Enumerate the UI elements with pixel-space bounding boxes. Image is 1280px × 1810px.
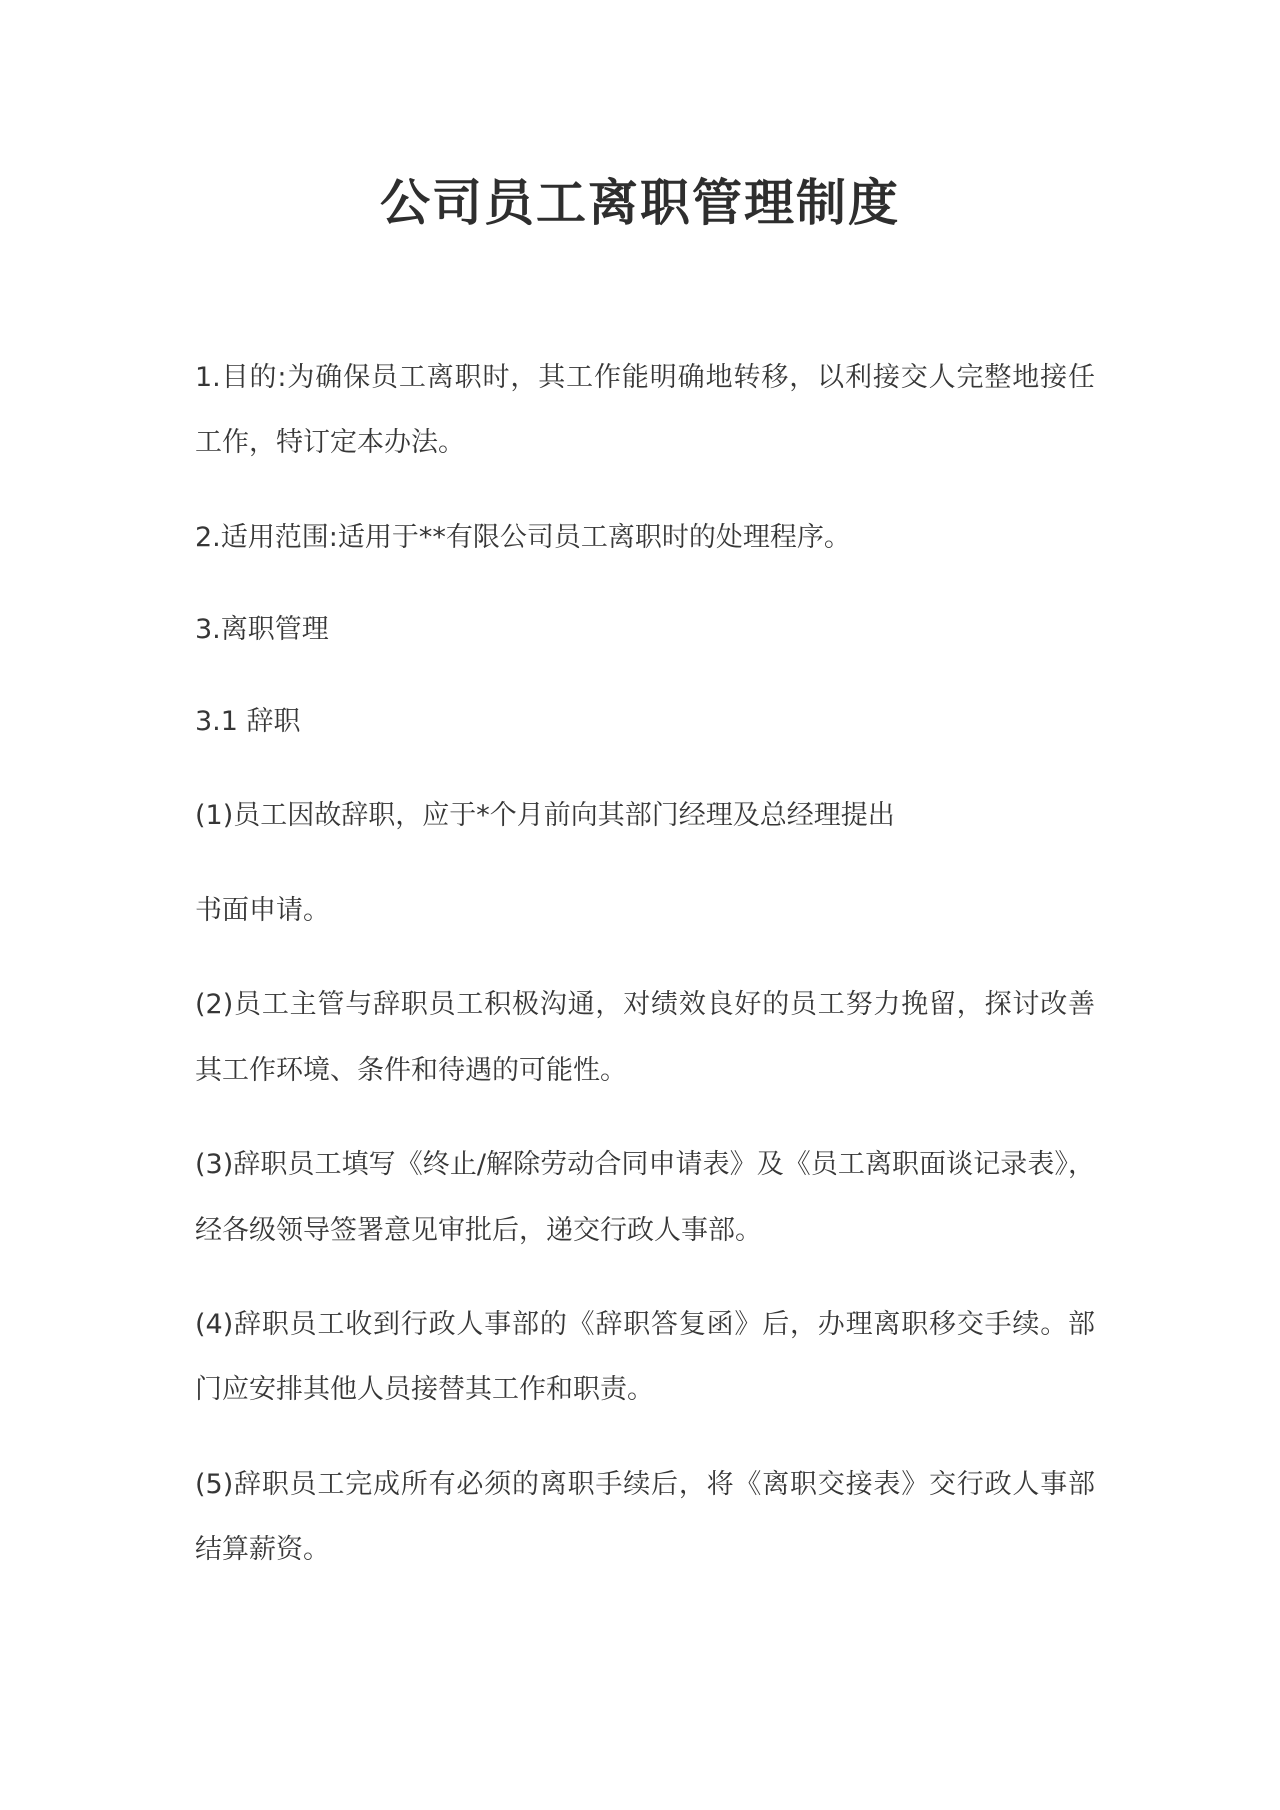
paragraph-line: 经各级领导签署意见审批后，递交行政人事部。 <box>195 1215 762 1246</box>
paragraph-line: (2)员工主管与辞职员工积极沟通，对绩效良好的员工努力挽留，探讨改善 <box>195 989 1095 1020</box>
paragraph-line: (3)辞职员工填写《终止/解除劳动合同申请表》及《员工离职面谈记录表》， <box>195 1149 1095 1180</box>
paragraph-line: (4)辞职员工收到行政人事部的《辞职答复函》后，办理离职移交手续。部 <box>195 1309 1095 1340</box>
paragraph-line: (1)员工因故辞职，应于*个月前向其部门经理及总经理提出 <box>195 800 895 831</box>
section-heading: 3.离职管理 <box>195 614 329 645</box>
paragraph-line: (5)辞职员工完成所有必须的离职手续后，将《离职交接表》交行政人事部 <box>195 1469 1095 1500</box>
paragraph-line: 2.适用范围:适用于**有限公司员工离职时的处理程序。 <box>195 522 851 553</box>
paragraph-line: 书面申请。 <box>195 895 330 926</box>
paragraph-line: 其工作环境、条件和待遇的可能性。 <box>195 1055 627 1086</box>
paragraph-line: 门应安排其他人员接替其工作和职责。 <box>195 1374 654 1405</box>
paragraph-line: 结算薪资。 <box>195 1534 330 1565</box>
paragraph-line: 工作，特订定本办法。 <box>195 427 465 458</box>
subsection-heading: 3.1 辞职 <box>195 706 301 737</box>
paragraph-line: 1.目的:为确保员工离职时，其工作能明确地转移，以利接交人完整地接任 <box>195 362 1095 393</box>
document-title: 公司员工离职管理制度 <box>380 173 900 232</box>
